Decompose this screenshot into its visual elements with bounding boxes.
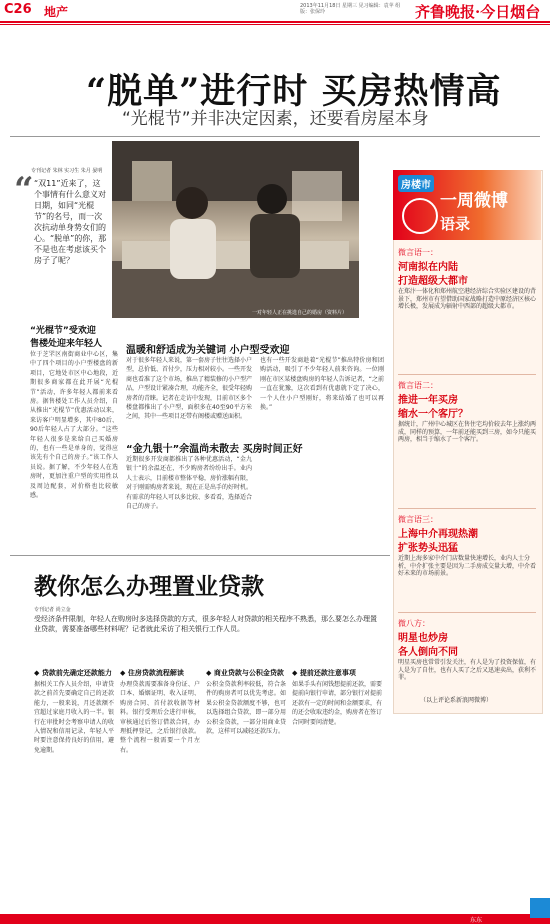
corner-mark [530, 898, 550, 918]
article2-subhead: ◆ 贷款前先确定还款能力 [34, 669, 112, 677]
header-rule-thin [0, 24, 550, 25]
sidebar-item-body: 据统计，广州中心城区在售住宅均价较去年上涨约两成，同样的预算，一年前还能买到三房，如今只能买两房，相当于缩水了一个客厅。 [398, 421, 537, 444]
sidebar-item-title-2: 缩水一个客厅？ [398, 409, 468, 420]
sidebar-divider [398, 508, 536, 509]
article2-body: 据相关工作人员介绍，申请贷款之前首先要确定自己的还款能力，一般来说，月还款额不宜超过家庭月收入的一半。银行在审批时会考察申请人的收入情况和信用记录，年轻人平时要注意保持良好的信用，避免逾期。 [34, 681, 114, 754]
sidebar-item-body: 近期上海多家中介门店数量快速增长，业内人士分析，中介扩张主要是因为二手房成交量大增，中介看好未来的市场前景。 [398, 555, 537, 578]
sidebar-item-title-2: 扩张势头迅猛 [398, 543, 458, 554]
sidebar-source-note: （以上评论系新浪网微博） [420, 697, 493, 704]
article-headline: “脱单”进行时 买房热情高 [86, 71, 502, 112]
sidebar-item-body: 明星买房也常常引发关注，有人是为了投资保值，有人是为了自住，也有人买了之后又迅速卖出，获利不菲。 [398, 659, 537, 682]
body-mid: 对于很多年轻人来说，第一套房子往往选择小户型，总价低、首付少，压力相对较小。一些开发商也看准了这个市场，推出了精装修的小户型产品，户型设计紧凑合理，功能齐全，很受年轻购房者的青睐。记者在走访中发现，目前市区多个楼盘都推出了小户型，面积多在40至90平方米之间，其中一些项目还带有阁楼或赠送面积。 [126, 357, 253, 421]
couple-photo [112, 141, 359, 318]
article2-subhead: ◆ 商业贷款与公积金贷款 [206, 669, 284, 677]
body-right: 也有一些开发商趁着“光棍节”推出特价房和团购活动，吸引了不少年轻人前来咨询。一位刚刚在市区某楼盘购房的年轻人告诉记者，“之前一直在犹豫，这次看到有优惠就下定了决心，一个人住小户型刚好，将来结婚了也可以再换。” [260, 357, 384, 412]
sidebar-title: 一周微博 [440, 191, 508, 211]
sidebar-subtitle: 语录 [440, 215, 471, 233]
sidebar-item-title: 河南拟在内陆 [398, 262, 458, 273]
divider [10, 136, 540, 137]
issue-meta: 2013年11月18日 星期三 见习编辑：袁苹 组版：张保玲 [300, 3, 401, 15]
photo-caption: 一对年轻人正在挑选自己的婚房（资料片） [252, 310, 348, 316]
weibo-logo-icon [402, 198, 438, 234]
subhead-mid-2: “金九银十”余温尚未散去 买房时间正好 [126, 444, 303, 455]
article-intro: “双11”近来了，这个事情有什么意义对日期，如同“光棍节”的名号，而一次次抗动单身势女们的心。“脱单”的你，那不是也在考虑该买个房子了呢？ [34, 179, 107, 265]
article2-body: 公积金贷款利率较低，符合条件的购房者可以优先考虑。如果公积金贷款额度不够，也可以选择组合贷款，即一部分用公积金贷款，一部分用商业贷款，这样可以减轻还款压力。 [206, 681, 286, 736]
sidebar-item-title-2: 各人倒向不同 [398, 647, 458, 658]
sidebar-item-title: 上海中介再现热潮 [398, 529, 478, 540]
subhead-left-1: “光棍节”受欢迎 [30, 326, 96, 336]
sidebar-item-body: 在郑汴一体化和郑州航空港经济综合实验区建设的背景下，郑州市有望借助国家战略打造中原经济区核心增长极，发展成为辐射中西部的超级大都市。 [398, 288, 537, 311]
footer-label: 东东 [470, 917, 483, 924]
photo-illustration [112, 141, 359, 318]
newspaper-brand: 齐鲁晚报·今日烟台 [415, 3, 541, 21]
sidebar-tag: 房楼市 [398, 175, 434, 192]
sidebar-item-title: 明星也炒房 [398, 633, 448, 644]
sidebar-divider [398, 612, 536, 613]
body-mid-2: 近期很多开发商都推出了各种优惠活动，“金九银十”的余温还在，不少购房者纷纷出手。业内人士表示，目前楼市整体平稳，房价涨幅有限，对于刚需购房者来说，现在正是出手的好时机。有需求的年轻人可以多比较、多看看，选择适合自己的房子。 [126, 456, 253, 511]
article-subheadline: “光棍节”并非决定因素，还要看房屋本身 [122, 109, 429, 129]
article2-body: 如果手头有闲钱想提前还款，需要提前向银行申请，部分银行对提前还款有一定的时间和金额要求，有的还会收取违约金，购房者在签订合同时要问清楚。 [292, 681, 383, 726]
sidebar-item-title: 推进一年买房 [398, 395, 458, 406]
sidebar-item-source: 微言语三： [398, 515, 438, 524]
header-rule [0, 21, 550, 23]
sidebar-item-source: 微八方： [398, 619, 430, 628]
quote-mark-icon: “ [14, 170, 34, 210]
article-byline: 专刊记者 朱林 实习生 朱月 晏明 [31, 168, 103, 174]
sidebar-item-source: 微言语一： [398, 248, 438, 257]
article2-subhead: ◆ 提前还款注意事项 [292, 669, 356, 677]
section-title: 地产 [44, 5, 69, 19]
page-number: C26 [4, 2, 32, 17]
article2-headline: 教你怎么办理置业贷款 [34, 573, 264, 600]
article2-body: 办理贷款需要准备身份证、户口本、婚姻证明、收入证明、购房合同、首付款收据等材料。银行受理后会进行审核，审核通过后签订借款合同，办理抵押登记，之后银行放款。整个流程一般需要一个月左右。 [120, 681, 200, 754]
subhead-left-2: 售楼处迎来年轻人 [30, 339, 103, 349]
article2-byline: 专刊记者 尚立金 [34, 607, 71, 613]
footer-bar [0, 914, 550, 924]
sidebar-divider [398, 374, 536, 375]
body-left: 位于芝罘区南街商业中心区，集中了四个项目的小户型楼盘的新项目，它地处市区中心地段，近期很多商家都在此开展“光棍节”活动，许多年轻人都前来看房。据售楼处工作人员介绍，自从推出“光棍节”优惠活动以来，来访客户明显增多，其中80后、90后年轻人占了大部分。“这些年轻人很多是来给自己买婚房的，也有一些是单身的，觉得应该先有个自己的房子。”该工作人员说。据了解，不少年轻人在选房时，更加注重户型的实用性以及周边配套，对价格也比较敏感。 [30, 351, 118, 500]
article2-subhead: ◆ 住房贷款流程解读 [120, 669, 184, 677]
sidebar-item-title-2: 打造超级大都市 [398, 276, 468, 287]
sidebar-item-source: 微言语二： [398, 381, 438, 390]
subhead-mid-1: 温暖和舒适成为关键词 小户型受欢迎 [126, 345, 290, 356]
divider [10, 555, 390, 556]
article2-lead: 受经济条件限制，年轻人在购房时多选择贷款的方式，很多年轻人对贷款的相关程序不熟悉，那么要怎么办理置业贷款，需要准备哪些材料呢？记者就此采访了相关银行工作人员。 [34, 615, 377, 633]
